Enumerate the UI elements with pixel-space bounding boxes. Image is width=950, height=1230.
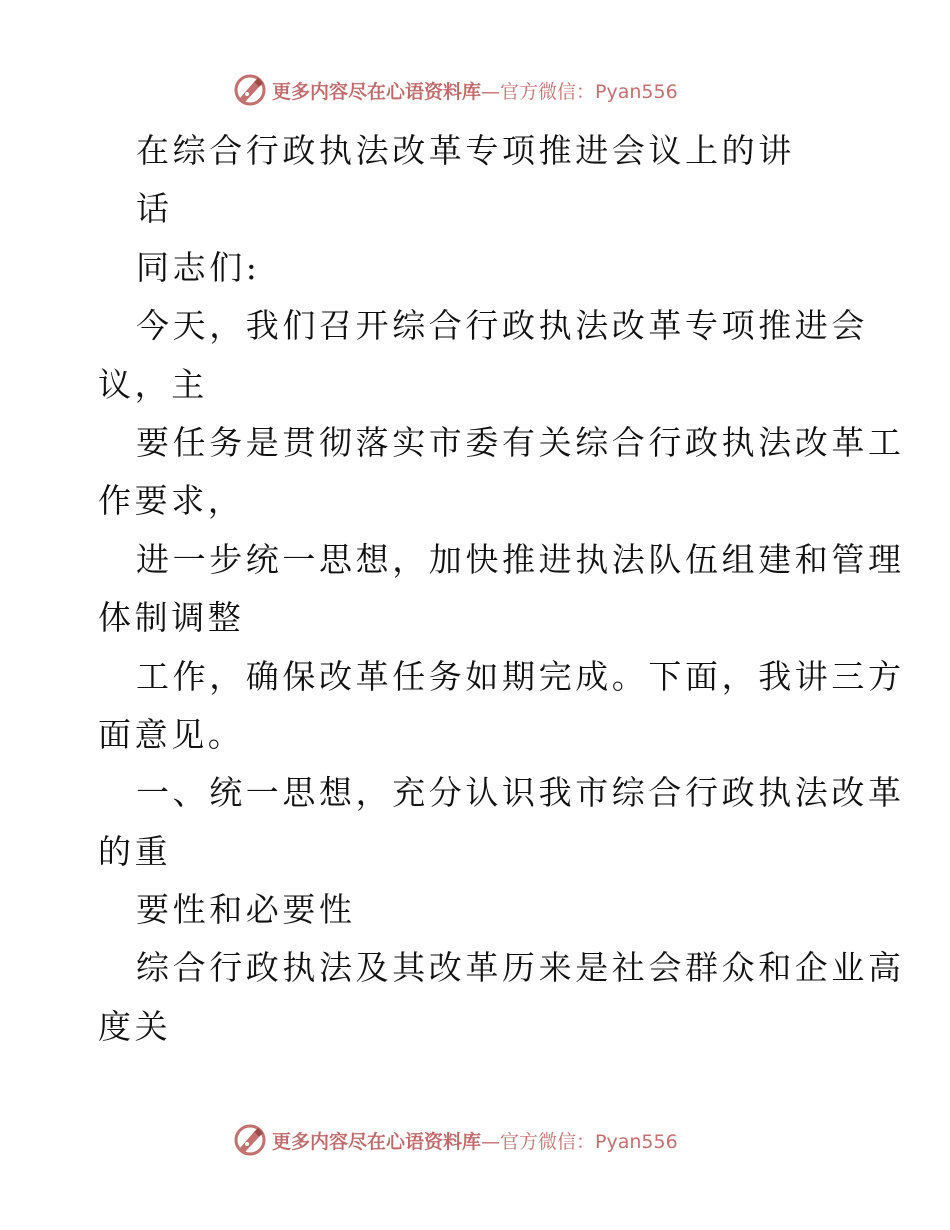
watermark-wechat-label: 官方微信： xyxy=(500,80,596,103)
paragraph-line: 要任务是贯彻落实市委有关综合行政执法改革工 xyxy=(136,422,905,462)
title-line-1: 在综合行政执法改革专项推进会议上的讲 xyxy=(136,131,795,170)
paragraph-line: 议，主 xyxy=(98,364,208,404)
paragraph-line: 体制调整 xyxy=(98,598,245,638)
watermark-dash: — xyxy=(481,1130,501,1153)
watermark-brand: 更多内容尽在心语资料库 xyxy=(272,1130,482,1153)
paragraph-line: 作要求， xyxy=(98,481,245,521)
watermark-wechat-id: Pyan556 xyxy=(595,80,678,103)
footer-watermark xyxy=(232,1120,752,1160)
document-body xyxy=(98,122,905,1056)
section-heading-line: 一、统一思想，充分认识我市综合行政执法改革 xyxy=(136,773,905,813)
header-watermark xyxy=(232,70,752,110)
paragraph-line: 今天，我们召开综合行政执法改革专项推进会 xyxy=(136,306,868,346)
pen-nib-circle-icon xyxy=(232,72,268,108)
watermark-text xyxy=(272,1127,678,1154)
watermark-brand: 更多内容尽在心语资料库 xyxy=(272,80,482,103)
pen-nib-circle-icon xyxy=(232,1122,268,1158)
paragraph-line: 工作，确保改革任务如期完成。下面，我讲三方 xyxy=(136,656,905,696)
paragraph-line: 综合行政执法及其改革历来是社会群众和企业高 xyxy=(136,948,905,988)
watermark-wechat-label: 官方微信： xyxy=(500,1130,596,1153)
section-heading-line: 要性和必要性 xyxy=(136,890,356,930)
section-heading-line: 的重 xyxy=(98,831,172,871)
watermark-wechat-id: Pyan556 xyxy=(595,1130,678,1153)
watermark-dash: — xyxy=(481,80,501,103)
paragraph-line: 度关 xyxy=(98,1006,172,1046)
salutation: 同志们: xyxy=(136,247,261,287)
watermark-text xyxy=(272,77,678,104)
paragraph-line: 面意见。 xyxy=(98,714,245,754)
title-line-2: 话 xyxy=(136,189,173,229)
paragraph-line: 进一步统一思想，加快推进执法队伍组建和管理 xyxy=(136,539,905,579)
